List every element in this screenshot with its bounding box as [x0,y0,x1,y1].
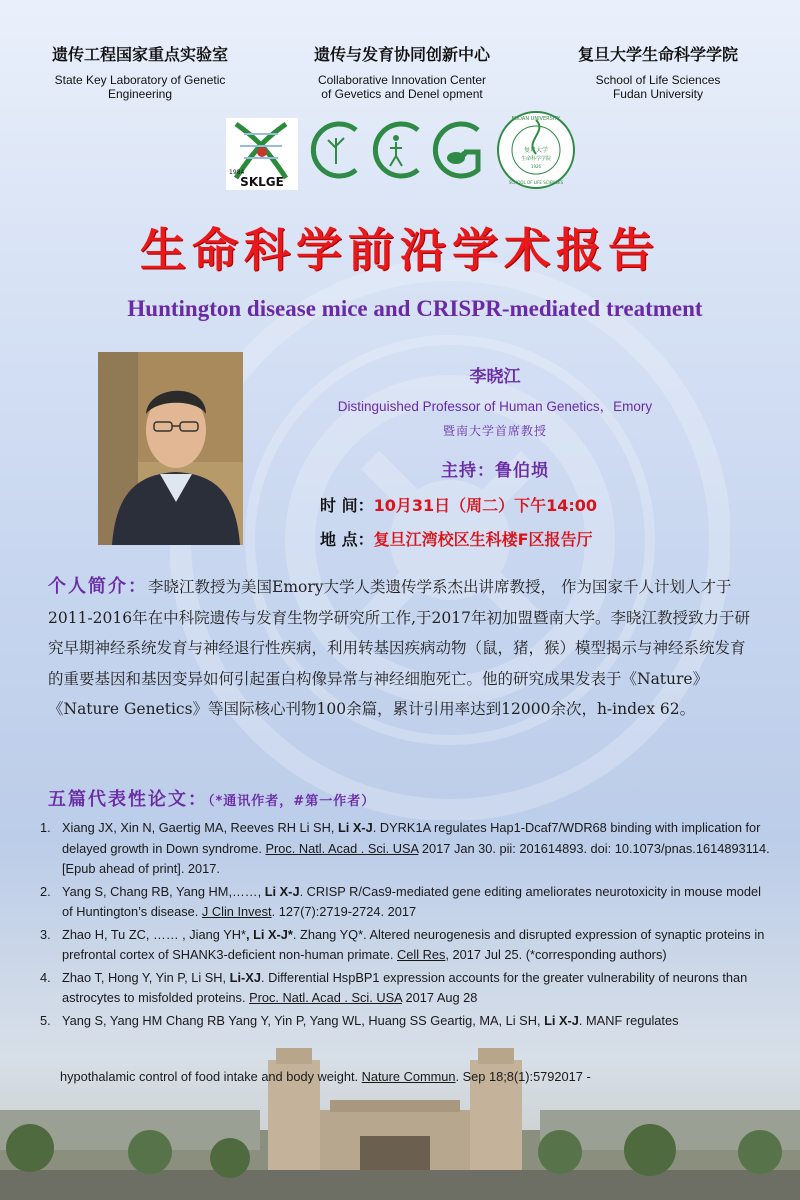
speaker-bio [48,572,758,725]
time-value: 10月31日（周二）下午14:00 [373,496,598,515]
place-label: 地 点： [320,530,374,549]
org-center-en-line2: of Gevetics and Denel opment [321,87,483,101]
publication-author-highlight: Li X-J [337,820,373,835]
event-time [320,493,597,516]
ccg-logo [308,118,488,182]
publication-item [40,818,770,880]
publication-title: . Zhang YQ*. Altered neurogenesis and disrupted expression of synaptic proteins in prefrontal cortex of SHANK3-deficient non-human primate. [62,926,765,962]
publication-item [40,925,770,966]
publications-list [40,818,770,1033]
publication-journal: Proc. Natl. Acad . Sci. USA [265,840,419,856]
host: 主持：鲁伯埙 [441,461,549,481]
publication-author-highlight: Li-XJ [229,969,261,985]
publications-heading-text: 五篇代表性论文： [48,789,208,810]
publication-authors: Yang S, Chang RB, Yang HM,……, [62,883,265,899]
org-right-en-line2: Fudan University [612,87,704,101]
poster-title: 生命科学前沿学术报告 [140,223,660,277]
publication-author-highlight: , Li X-J* [245,926,293,942]
publication-item [40,1011,770,1032]
org-left-en-line2: Engineering [107,87,173,101]
publication-item [40,882,770,923]
bio-text: 李晓江教授为美国Emory大学人类遗传学系杰出讲席教授， 作为国家千人计划人才于2011-2016年在中科院遗传与发育生物学研究所工作,于2017年初加盟暨南大学。李晓江教授致力于研究早期神经系统发育与神经退行性疾病，利用转基因疾病动物（鼠，猪，猴）模型揭示与神经系统发育的重要基因和基因变异如何引起蛋白构像异常与神经细胞死亡。他的研究成果发表于《Nature》 《Nature Genetics》等国际核心刊物100余篇，累计引用率达到12000余次，h-index 62。 [48,578,751,718]
header-org-right [538,42,778,101]
bio-label: 个人简介： [48,576,148,597]
place-value: 复旦江湾校区生科楼F区报告厅 [373,530,593,549]
publication-title: hypothalamic control of food intake and body weight. [60,1069,362,1084]
campus-gate-illustration [0,1040,800,1200]
fudan-inner-text-1: 复旦大学 [523,147,549,154]
org-left-cn: 遗传工程国家重点实验室 [51,45,228,64]
speaker-title: Distinguished Professor of Human Genetics，Emory [337,399,653,414]
org-center-en-line1: Collaborative Innovation Center [317,73,487,87]
publication-journal: Cell Res [397,947,446,962]
publication-journal: Nature Commun [361,1069,456,1084]
publication-citation: 2017 Aug 28 [401,990,478,1005]
org-right-en-line1: School of Life Sciences [595,73,721,87]
publication-journal: J Clin Invest [201,904,272,919]
publication-author-highlight: Li X-J [544,1012,579,1028]
publication-title: . DYRK1A regulates Hap1-Dcaf7/WDR68 binding with implication for delayed growth in Down syndrome. [62,820,761,856]
sklge-year: 1984 [229,169,245,176]
publication-item [40,968,770,1009]
time-label: 时 间： [320,496,374,515]
publication-title: . CRISP R/Cas9-mediated gene editing ameliorates neurotoxicity in mouse model of Huntington’s disease. [62,883,761,919]
org-center-cn: 遗传与发育协同创新中心 [313,45,490,64]
fudan-inner-text-2: 生命科学学院 [520,156,552,162]
publication-5-continuation [60,1069,591,1084]
publication-number: 3. [40,926,51,942]
publication-authors: Zhao H, Tu ZC, …… , Jiang YH* [62,926,246,942]
publication-authors: Zhao T, Hong Y, Yin P, Li SH, [62,969,230,985]
publication-author-highlight: Li X-J [264,883,300,899]
fudan-life-sciences-logo [496,110,576,190]
org-right-cn: 复旦大学生命科学学院 [577,45,738,64]
publication-authors: Xiang JX, Xin N, Gaertig MA, Reeves RH Li SH, [62,820,338,835]
fudan-ring-text: FUDAN UNIVERSITY [511,116,561,122]
sklge-text: SKLGE [240,175,284,189]
publication-number: 1. [40,820,51,835]
publication-authors: Yang S, Yang HM Chang RB Yang Y, Yin P, Yang WL, Huang SS Geartig, MA, Li SH, [62,1012,545,1028]
publication-citation: 2017 Jan 30. pii: 201614893. doi: 10.1073/pnas.1614893114. [Epub ahead of print]. 2017. [62,840,770,876]
publication-title: . MANF regulates [578,1012,679,1028]
speaker-photo [98,352,243,545]
talk-title: Huntington disease mice and CRISPR-mediated treatment [127,296,703,321]
fudan-year: 1926 [530,164,542,169]
publication-number: 5. [40,1012,51,1028]
fudan-bottom-text: SCHOOL OF LIFE SCIENCES [508,180,564,185]
publication-number: 4. [40,969,51,985]
header-org-left [20,42,260,101]
speaker-affiliation: 暨南大学首席教授 [442,424,547,438]
event-place [320,527,593,550]
publications-heading [48,785,375,811]
publication-citation: . Sep 18;8(1):5792017 - [455,1069,591,1084]
publications-note: （*通讯作者，#第一作者） [208,794,376,809]
header-org-center [282,42,522,101]
publication-citation: , 2017 Jul 25. (*corresponding authors) [445,947,667,962]
publication-citation: . 127(7):2719-2724. 2017 [271,904,417,919]
sklge-logo [226,118,298,190]
org-left-en-line1: State Key Laboratory of Genetic [54,73,226,87]
speaker-name: 李晓江 [469,367,521,387]
publication-number: 2. [40,883,51,899]
publication-journal: Proc. Natl. Acad . Sci. USA [249,990,402,1005]
publication-title: . Differential HspBP1 expression accounts for the greater vulnerability of neurons than astrocytes to misfolded proteins. [62,969,748,1005]
